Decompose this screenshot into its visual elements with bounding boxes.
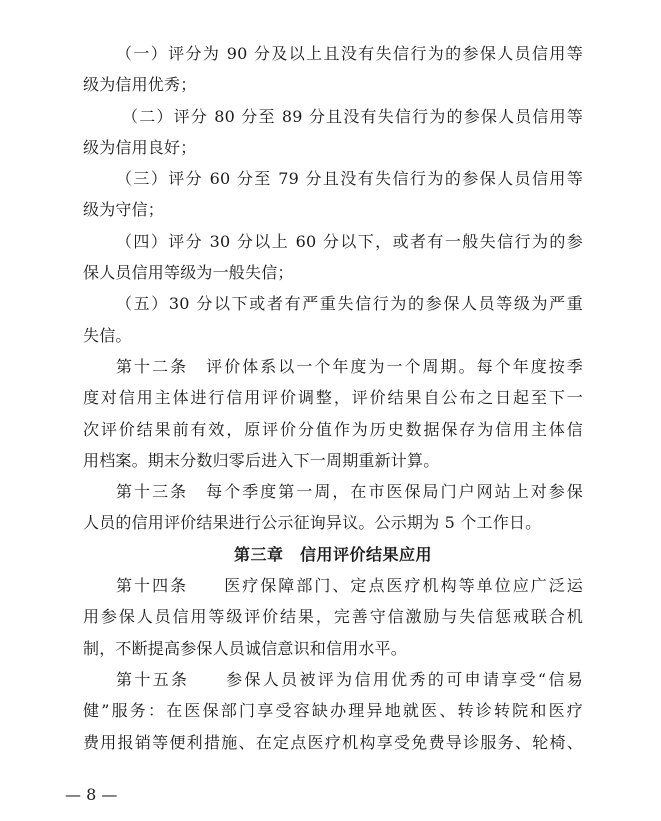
paragraph-line: （二）评分 80 分至 89 分且没有失信行为的参保人员信用等 [122, 106, 583, 126]
paragraph-line: （四）评分 30 分以上 60 分以下，或者有一般失信行为的参 [116, 231, 583, 251]
article-15-line: 第十五条 参保人员被评为信用优秀的可申请享受“信易 [116, 669, 583, 689]
article-13-line: 人员的信用评价结果进行公示征询异议。公示期为 5 个工作日。 [83, 513, 542, 533]
article-15-line: 健”服务：在医保部门享受容缺办理异地就医、转诊转院和医疗 [83, 701, 583, 721]
paragraph-line: （三）评分 60 分至 79 分且没有失信行为的参保人员信用等 [116, 169, 583, 189]
article-14-line: 用参保人员信用等级评价结果，完善守信激励与失信惩戒联合机 [83, 607, 583, 627]
article-12-line: 次评价结果前有效，原评价分值作为历史数据保存为信用主体信 [83, 419, 583, 439]
paragraph-line: （五）30 分以下或者有严重失信行为的参保人员等级为严重 [116, 294, 583, 314]
paragraph-line: （一）评分为 90 分及以上且没有失信行为的参保人员信用等 [116, 44, 583, 63]
paragraph-line: 级为信用良好； [83, 137, 197, 157]
paragraph-line: 级为信用优秀； [83, 75, 197, 95]
document-page [83, 38, 583, 758]
article-14-line: 第十四条 医疗保障部门、定点医疗机构等单位应广泛运 [116, 576, 583, 596]
article-13-line: 第十三条 每个季度第一周，在市医保局门户网站上对参保 [116, 482, 583, 502]
article-12-line: 用档案。期末分数归零后进入下一周期重新计算。 [83, 450, 440, 470]
page-number: — 8 — [65, 785, 118, 804]
paragraph-line: 级为守信； [83, 200, 165, 220]
article-14-line: 制，不断提高参保人员诚信意识和信用水平。 [83, 638, 408, 658]
article-15-line: 费用报销等便利措施、在定点医疗机构享受免费导诊服务、轮椅、 [83, 732, 583, 752]
article-12-line: 度对信用主体进行信用评价调整，评价结果自公布之日起至下一 [83, 388, 583, 408]
paragraph-line: 保人员信用等级为一般失信； [83, 263, 294, 283]
chapter-heading: 第三章 信用评价结果应用 [233, 544, 432, 564]
paragraph-line: 失信。 [83, 325, 132, 345]
article-12-line: 第十二条 评价体系以一个年度为一个周期。每个年度按季 [116, 356, 583, 376]
